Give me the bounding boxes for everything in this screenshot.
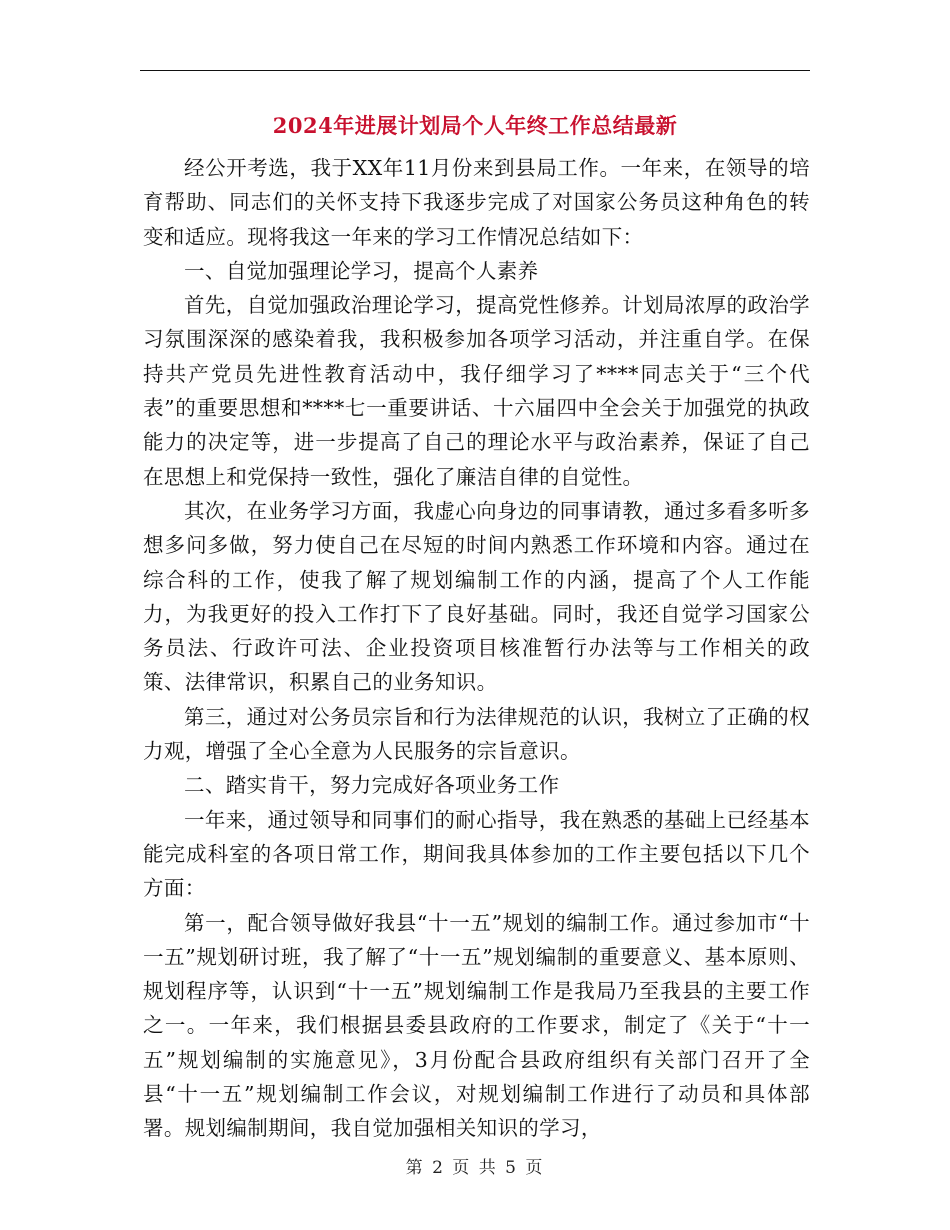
paragraph-theory-study: 首先，自觉加强政治理论学习，提高党性修养。计划局浓厚的政治学习氛围深深的感染着我，我积极参加各项学习活动，并注重自学。在保持共产党员先进性教育活动中，我仔细学习了****同志关于“三个代表”的重要思想和****七一重要讲话、十六届四中全会关于加强党的执政能力的决定等，进一步提高了自己的理论水平与政治素养，保证了自己在思想上和党保持一致性，强化了廉洁自律的自觉性。 [143,293,810,489]
paragraph-third: 第三，通过对公务员宗旨和行为法律规范的认识，我树立了正确的权力观，增强了全心全意为人民服务的宗旨意识。 [143,704,810,764]
document-title: 2024年进展计划局个人年终工作总结最新 [272,113,678,138]
paragraph-intro: 经公开考选，我于XX年11月份来到县局工作。一年来，在领导的培育帮助、同志们的关怀支持下我逐步完成了对国家公务员这种角色的转变和适应。现将我这一年来的学习工作情况总结如下： [143,156,810,249]
document-body [143,151,810,1146]
header-rule [140,70,810,71]
page-footer: 第 2 页 共 5 页 [405,1158,545,1178]
section-heading-2: 二、踏实肯干，努力完成好各项业务工作 [184,773,560,798]
section-heading-1: 一、自觉加强理论学习，提高个人素养 [184,258,539,283]
paragraph-work-overview: 一年来，通过领导和同事们的耐心指导，我在熟悉的基础上已经基本能完成科室的各项日常工作，期间我具体参加的工作主要包括以下几个方面： [143,807,810,901]
paragraph-business-study: 其次，在业务学习方面，我虚心向身边的同事请教，通过多看多听多想多问多做，努力使自己在尽短的时间内熟悉工作环境和内容。通过在综合科的工作，使我了解了规划编制工作的内涵，提高了个人工作能力，为我更好的投入工作打下了良好基础。同时，我还自觉学习国家公务员法、行政许可法、企业投资项目核准暂行办法等与工作相关的政策、法律常识，积累自己的业务知识。 [143,498,810,695]
paragraph-first-item: 第一，配合领导做好我县“十一五”规划的编制工作。通过参加市“十一五”规划研讨班，我了解了“十一五”规划编制的重要意义、基本原则、规划程序等，认识到“十一五”规划编制工作是我局乃至我县的主要工作之一。一年来，我们根据县委县政府的工作要求，制定了《关于“十一五”规划编制的实施意见》，3月份配合县政府组织有关部门召开了全县“十一五”规划编制工作会议，对规划编制工作进行了动员和具体部署。规划编制期间，我自觉加强相关知识的学习， [143,910,810,1141]
